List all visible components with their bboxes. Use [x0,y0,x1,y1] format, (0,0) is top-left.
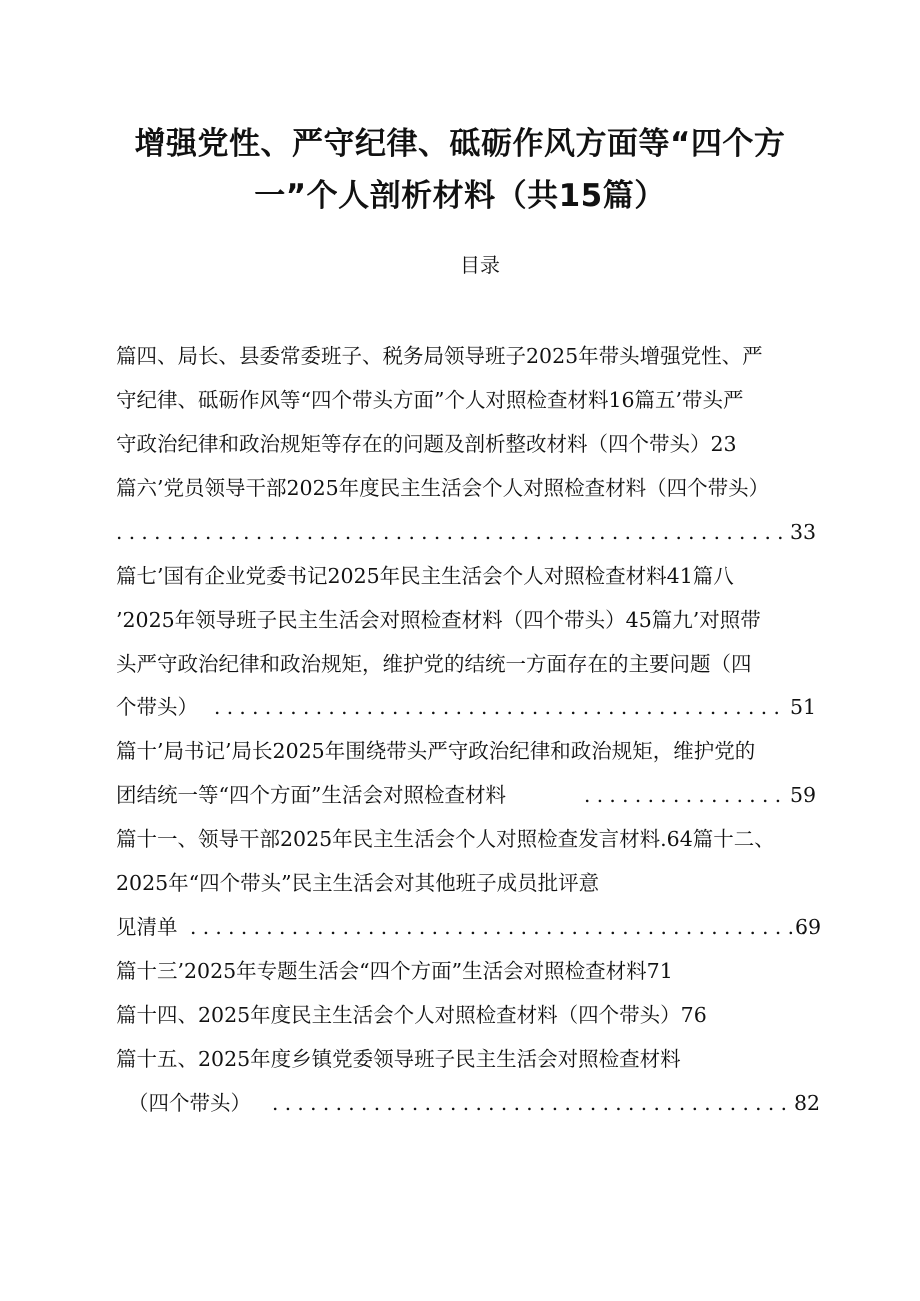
dot-leader [116,517,784,547]
toc-line: 个带头） [116,695,198,719]
title-line-1: 增强党性、严守纪律、砥砺作风方面等“四个方 [134,126,786,162]
dot-leader [190,912,812,942]
toc-line: 头严守政治纪律和政治规矩，维护党的结统一方面存在的主要问题（四 [116,652,752,676]
toc-line: （四个带头） [128,1091,251,1115]
toc-line: 篇十’局书记’局长2025年围绕带头严守政治纪律和政治规矩，维护党的 [116,739,756,763]
toc-page-number: 69 [795,915,822,939]
dot-leader [214,692,784,722]
toc-line: ’2025年领导班子民主生活会对照检查材料（四个带头）45篇九’对照带 [116,608,761,632]
toc-line: 篇十三’2025年专题生活会“四个方面”生活会对照检查材料71 [116,959,673,983]
toc-line: 2025年“四个带头”民主生活会对其他班子成员批评意 [116,871,600,895]
toc-page-number: 51 [790,695,817,719]
toc-line: 篇四、局长、县委常委班子、税务局领导班子2025年带头增强党性、严 [116,344,763,368]
dot-leader [272,1088,788,1118]
toc-line: 团结统一等“四个方面”生活会对照检查材料 [116,783,506,807]
title-line-2: 一”个人剖析材料（共15篇） [254,178,666,214]
toc-page-number: 82 [794,1091,821,1115]
toc-page-number: 33 [790,520,817,544]
toc-line: 守政治纪律和政治规矩等存在的问题及剖析整改材料（四个带头）23 [116,432,737,456]
toc-page-number: 59 [790,783,817,807]
toc-heading: 目录 [460,253,500,277]
toc-line: 见清单 [116,915,178,939]
toc-line: 篇十五、2025年度乡镇党委领导班子民主生活会对照检查材料 [116,1047,681,1071]
document-title [100,118,820,222]
toc-line: 篇六’党员领导干部2025年度民主生活会个人对照检查材料（四个带头） [116,476,770,500]
toc-line: 篇十一、领导干部2025年民主生活会个人对照检查发言材料.64篇十二、 [116,827,775,851]
toc-line: 篇七’国有企业党委书记2025年民主生活会个人对照检查材料41篇八 [116,564,734,588]
toc-line: 守纪律、砥砺作风等“四个带头方面”个人对照检查材料16篇五’带头严 [116,388,744,412]
dot-leader [584,780,784,810]
toc-line: 篇十四、2025年度民主生活会个人对照检查材料（四个带头）76 [116,1003,707,1027]
